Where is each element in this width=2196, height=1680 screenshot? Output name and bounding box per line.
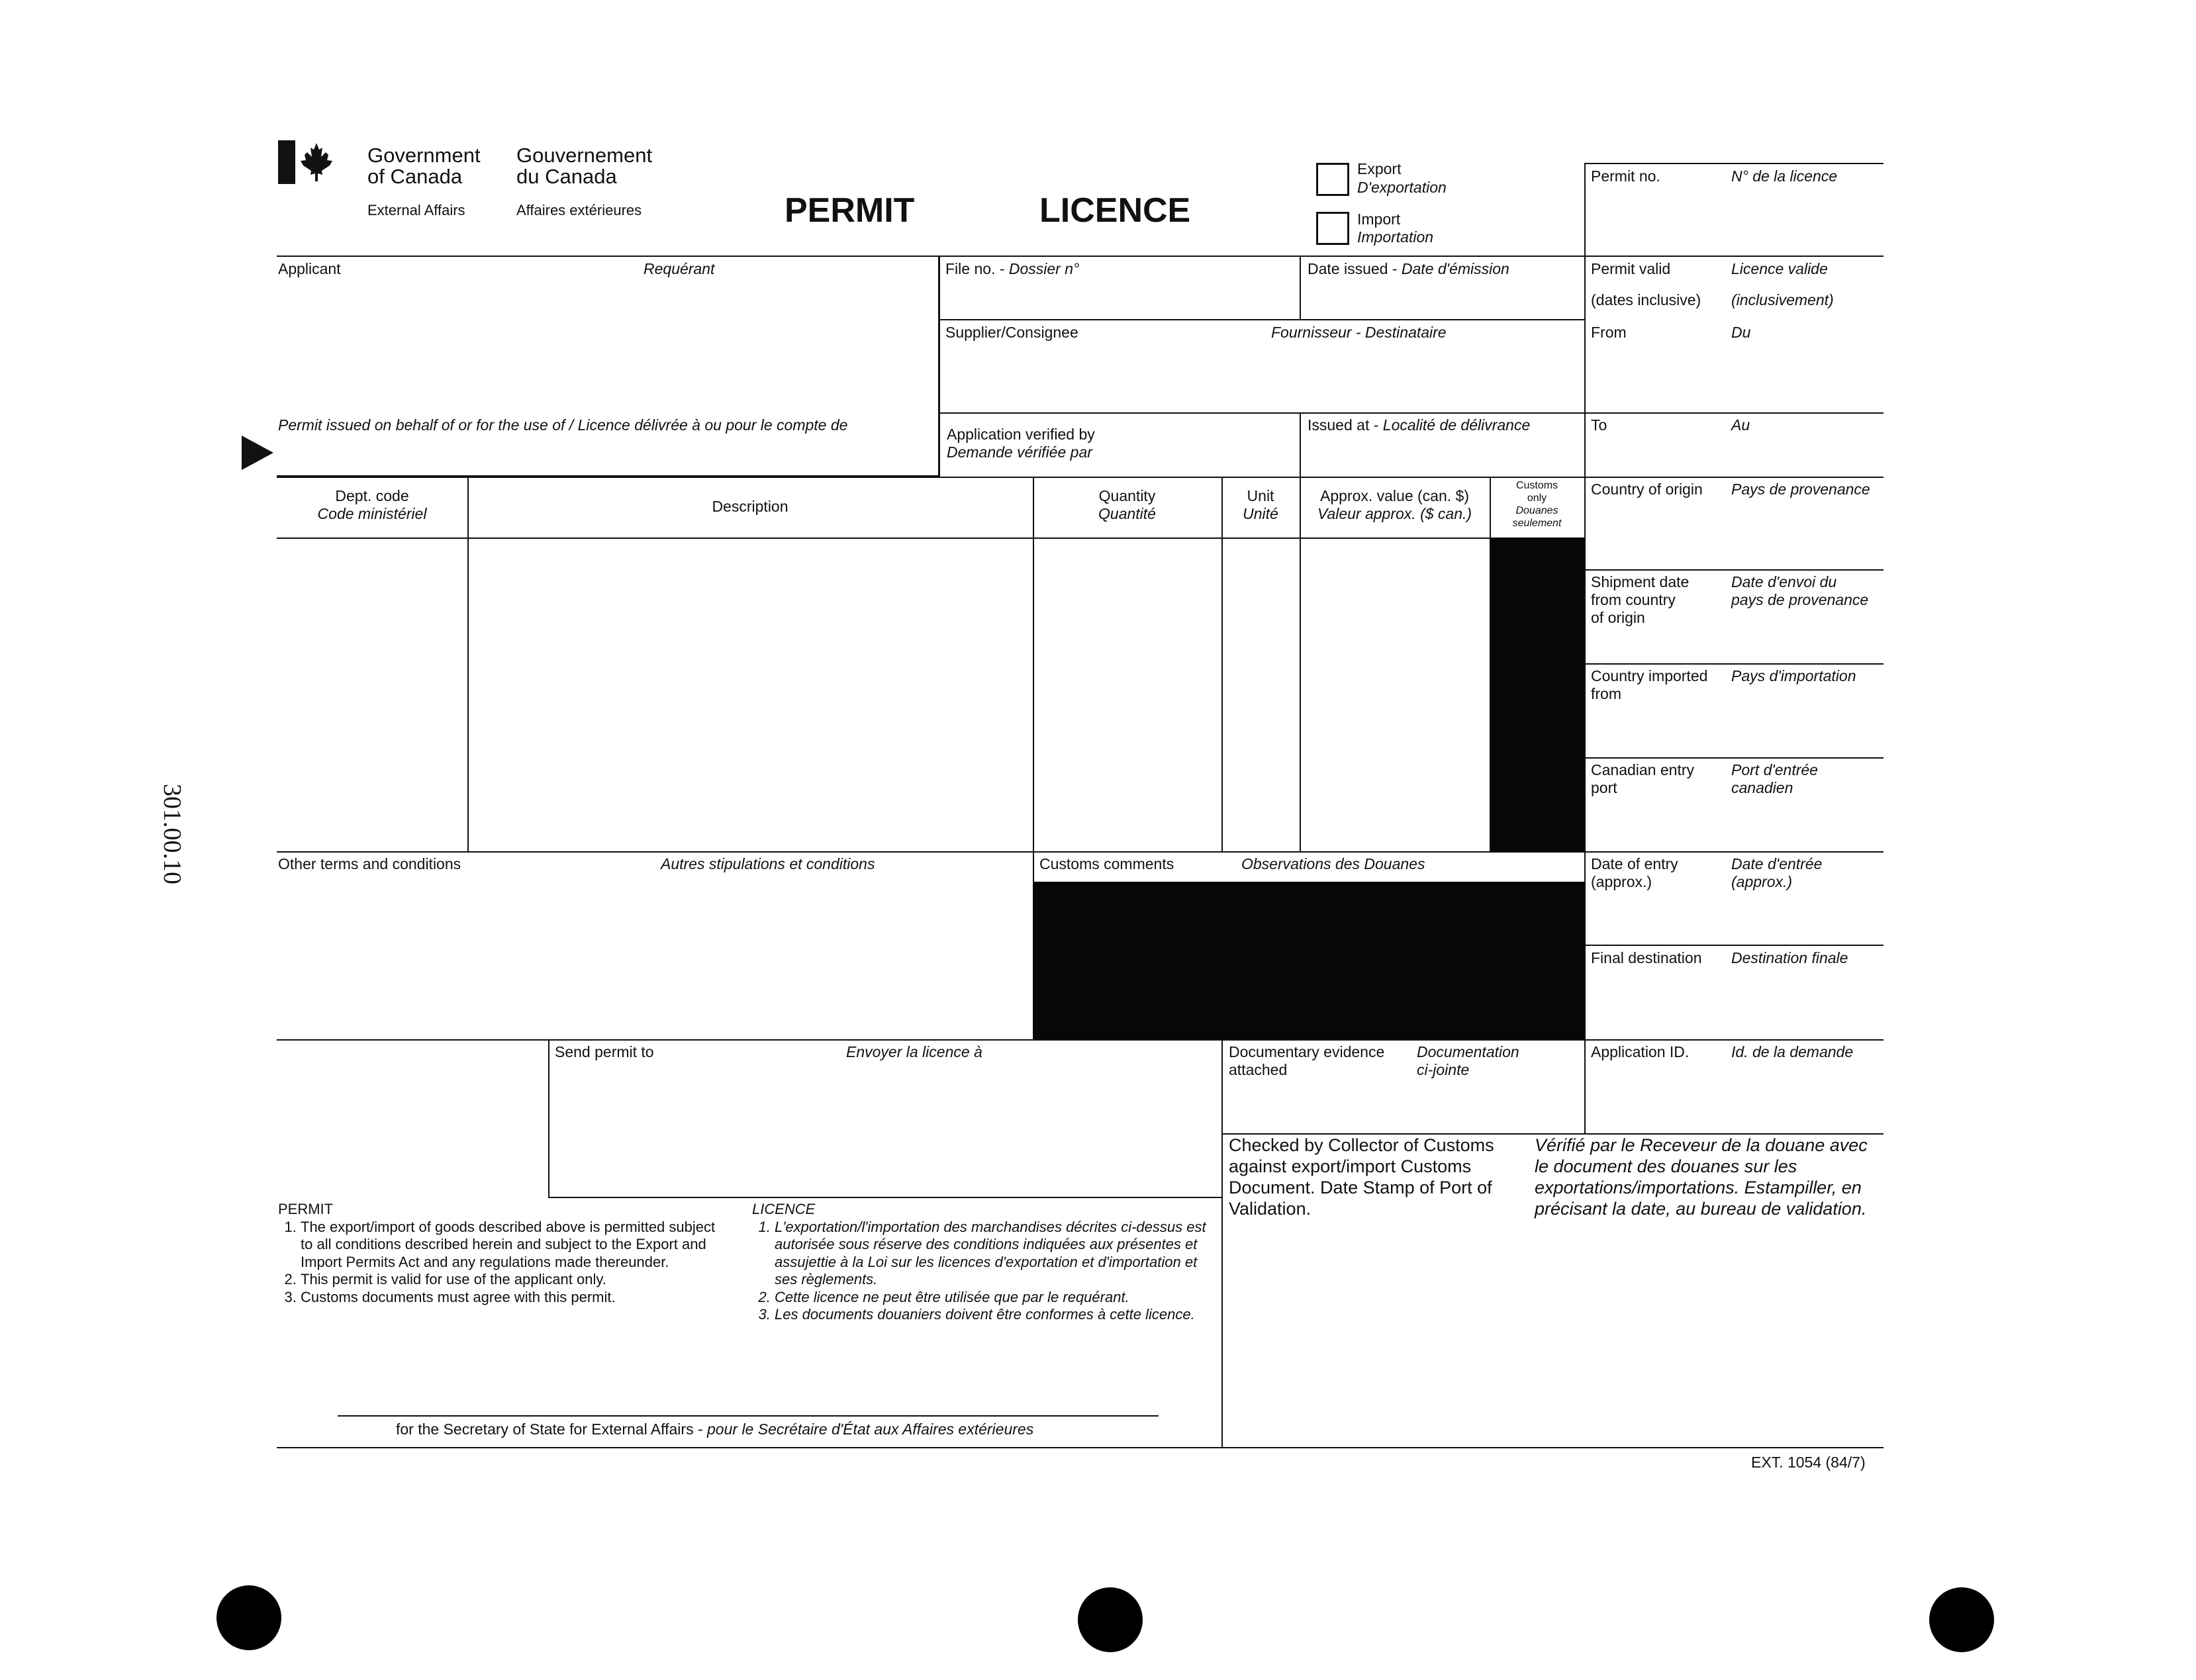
shipment-date-label: Shipment date from country of origin bbox=[1591, 573, 1690, 626]
rule bbox=[277, 256, 1884, 257]
rule bbox=[1584, 945, 1884, 946]
application-id-label-fr: Id. de la demande bbox=[1731, 1043, 1854, 1060]
import-label-en: Import bbox=[1357, 210, 1401, 228]
condition-item: 3. Les documents douaniers doivent être conformes à cette licence. bbox=[775, 1306, 1208, 1324]
punch-hole bbox=[1929, 1587, 1994, 1652]
rule bbox=[548, 1039, 549, 1197]
condition-item: 2. This permit is valid for use of the applicant only. bbox=[301, 1271, 728, 1289]
customs-comments-label: Customs comments bbox=[1039, 855, 1174, 872]
rule bbox=[277, 537, 1584, 539]
condition-item: 2. Cette licence ne peut être utilisée que par le requérant. bbox=[775, 1289, 1208, 1307]
final-destination-label: Final destination bbox=[1591, 949, 1702, 966]
punch-hole bbox=[1078, 1587, 1143, 1652]
rule bbox=[1584, 757, 1884, 759]
doc-evidence-label: Documentary evidence attached bbox=[1229, 1043, 1385, 1078]
rule bbox=[1300, 256, 1301, 319]
dept-en: External Affairs bbox=[367, 202, 465, 218]
rule bbox=[1584, 569, 1884, 571]
rule bbox=[1221, 1039, 1223, 1447]
rule bbox=[277, 851, 1884, 853]
condition-item: 1. L'exportation/l'importation des marchandises décrites ci-dessus est autorisée sous réserve des conditions indiquées aux présentes et assujettie à la Loi sur les licences d'exportation et d'importation et ses règlements. bbox=[775, 1219, 1208, 1289]
signature-caption: for the Secretary of State for External Affairs - pour le Secrétaire d'État aux Affaires extérieures bbox=[396, 1421, 1034, 1438]
dept-code-header: Dept. code Code ministériel bbox=[317, 487, 427, 522]
date-issued-label: Date issued - Date d'émission bbox=[1308, 260, 1509, 277]
value-header: Approx. value (can. $) Valeur approx. ($ can.) bbox=[1317, 487, 1472, 522]
punch-hole bbox=[216, 1585, 281, 1650]
customs-only-header: Customs only Douanes seulement bbox=[1512, 480, 1562, 529]
import-checkbox[interactable] bbox=[1316, 212, 1349, 245]
on-behalf-label: Permit issued on behalf of or for the use of / Licence délivrée à ou pour le compte de bbox=[278, 416, 848, 434]
date-entry-label-fr: Date d'entrée (approx.) bbox=[1731, 855, 1823, 890]
gov-fr-2: du Canada bbox=[516, 165, 617, 188]
entry-port-label: Canadian entry port bbox=[1591, 761, 1694, 796]
rule bbox=[939, 412, 1884, 414]
customs-only-blackout bbox=[1490, 537, 1584, 851]
permit-no-label: Permit no. bbox=[1591, 167, 1660, 185]
signature-line bbox=[338, 1415, 1159, 1417]
doc-evidence-label-fr: Documentation ci-jointe bbox=[1417, 1043, 1519, 1078]
country-imported-label: Country imported from bbox=[1591, 667, 1708, 702]
unit-header: Unit Unité bbox=[1243, 487, 1278, 522]
country-origin-label-fr: Pays de provenance bbox=[1731, 481, 1870, 498]
date-entry-label: Date of entry (approx.) bbox=[1591, 855, 1678, 890]
send-permit-label: Send permit to bbox=[555, 1043, 654, 1060]
send-permit-label-fr: Envoyer la licence à bbox=[846, 1043, 982, 1060]
country-imported-label-fr: Pays d'importation bbox=[1731, 667, 1856, 684]
permit-no-label-fr: N° de la licence bbox=[1731, 167, 1838, 185]
gov-en-1: Government bbox=[367, 144, 481, 167]
export-label-fr: D'exportation bbox=[1357, 179, 1447, 196]
app-verified-label: Application verified by bbox=[947, 426, 1095, 443]
final-destination-label-fr: Destination finale bbox=[1731, 949, 1848, 966]
condition-item: 1. The export/import of goods described above is permitted subject to all conditions described herein and subject to the Export and Import Permits Act and any regulations made thereunder. bbox=[301, 1219, 728, 1272]
applicant-label: Applicant bbox=[278, 260, 341, 277]
rule bbox=[277, 1447, 1884, 1448]
shipment-date-label-fr: Date d'envoi du pays de provenance bbox=[1731, 573, 1869, 608]
issued-at-label: Issued at - Localité de délivrance bbox=[1308, 416, 1531, 434]
rule bbox=[938, 256, 940, 477]
rule bbox=[1584, 163, 1586, 1133]
side-code: 301.00.10 bbox=[158, 784, 186, 884]
title-permit: PERMIT bbox=[785, 191, 915, 230]
dates-inclusive-label-fr: (inclusivement) bbox=[1731, 291, 1834, 308]
rule bbox=[1300, 412, 1301, 477]
condition-item: 3. Customs documents must agree with this permit. bbox=[301, 1289, 728, 1307]
application-id-label: Application ID. bbox=[1591, 1043, 1690, 1060]
customs-comments-label-fr: Observations des Douanes bbox=[1241, 855, 1425, 872]
canada-flag-icon bbox=[278, 140, 338, 184]
rule bbox=[939, 319, 1584, 320]
arrow-marker-icon bbox=[242, 436, 273, 470]
gov-en-2: of Canada bbox=[367, 165, 463, 188]
country-origin-label: Country of origin bbox=[1591, 481, 1703, 498]
description-header: Description bbox=[712, 498, 788, 515]
entry-port-label-fr: Port d'entrée canadien bbox=[1731, 761, 1818, 796]
dept-fr: Affaires extérieures bbox=[516, 202, 642, 218]
other-terms-label: Other terms and conditions bbox=[278, 855, 461, 872]
gov-fr-1: Gouvernement bbox=[516, 144, 653, 167]
permit-valid-label: Permit valid bbox=[1591, 260, 1671, 277]
licence-conditions: LICENCE 1. L'exportation/l'importation des marchandises décrites ci-dessus est autorisée sous réserve des conditions indiquées aux présentes et assujettie à la Loi sur les licences d'exportation et d'importation et ses règlements. 2. Cette licence ne peut être utilisée que par le requérant. 3. Les documents douaniers doivent être conformes à cette licence. bbox=[752, 1201, 1208, 1324]
quantity-header: Quantity Quantité bbox=[1098, 487, 1156, 522]
supplier-label: Supplier/Consignee bbox=[945, 324, 1078, 341]
to-label: To bbox=[1591, 416, 1607, 434]
rule bbox=[1584, 663, 1884, 665]
permit-conditions: PERMIT 1. The export/import of goods described above is permitted subject to all conditions described herein and subject to the Export and Import Permits Act and any regulations made thereunder. 2. This permit is valid for use of the applicant only. 3. Customs documents must agree with this permit. bbox=[278, 1201, 728, 1306]
export-label-en: Export bbox=[1357, 160, 1402, 177]
checked-by-text: Checked by Collector of Customs against export/import Customs Document. Date Stamp of Port of Validation. bbox=[1229, 1135, 1494, 1219]
rule bbox=[1300, 477, 1301, 851]
supplier-label-fr: Fournisseur - Destinataire bbox=[1271, 324, 1447, 341]
rule bbox=[277, 1039, 1884, 1041]
customs-comments-blackout bbox=[1033, 882, 1584, 1039]
file-no-label: File no. - Dossier n° bbox=[945, 260, 1080, 277]
rule bbox=[1221, 477, 1223, 851]
rule bbox=[548, 1197, 1221, 1198]
import-label-fr: Importation bbox=[1357, 228, 1434, 246]
dates-inclusive-label: (dates inclusive) bbox=[1591, 291, 1701, 308]
applicant-label-fr: Requérant bbox=[644, 260, 715, 277]
rule bbox=[1584, 163, 1884, 164]
form-code: EXT. 1054 (84/7) bbox=[1751, 1454, 1866, 1471]
to-label-fr: Au bbox=[1731, 416, 1750, 434]
rule bbox=[277, 477, 1884, 478]
checked-by-text-fr: Vérifié par le Receveur de la douane avec le document des douanes sur les exportations/importations. Estampiller, en précisant la date, au bureau de validation. bbox=[1535, 1135, 1868, 1219]
permit-valid-label-fr: Licence valide bbox=[1731, 260, 1828, 277]
from-label-fr: Du bbox=[1731, 324, 1751, 341]
rule bbox=[467, 477, 469, 851]
export-checkbox[interactable] bbox=[1316, 163, 1349, 196]
from-label: From bbox=[1591, 324, 1627, 341]
app-verified-label-fr: Demande vérifiée par bbox=[947, 443, 1092, 461]
other-terms-label-fr: Autres stipulations et conditions bbox=[661, 855, 875, 872]
title-licence: LICENCE bbox=[1039, 191, 1191, 230]
